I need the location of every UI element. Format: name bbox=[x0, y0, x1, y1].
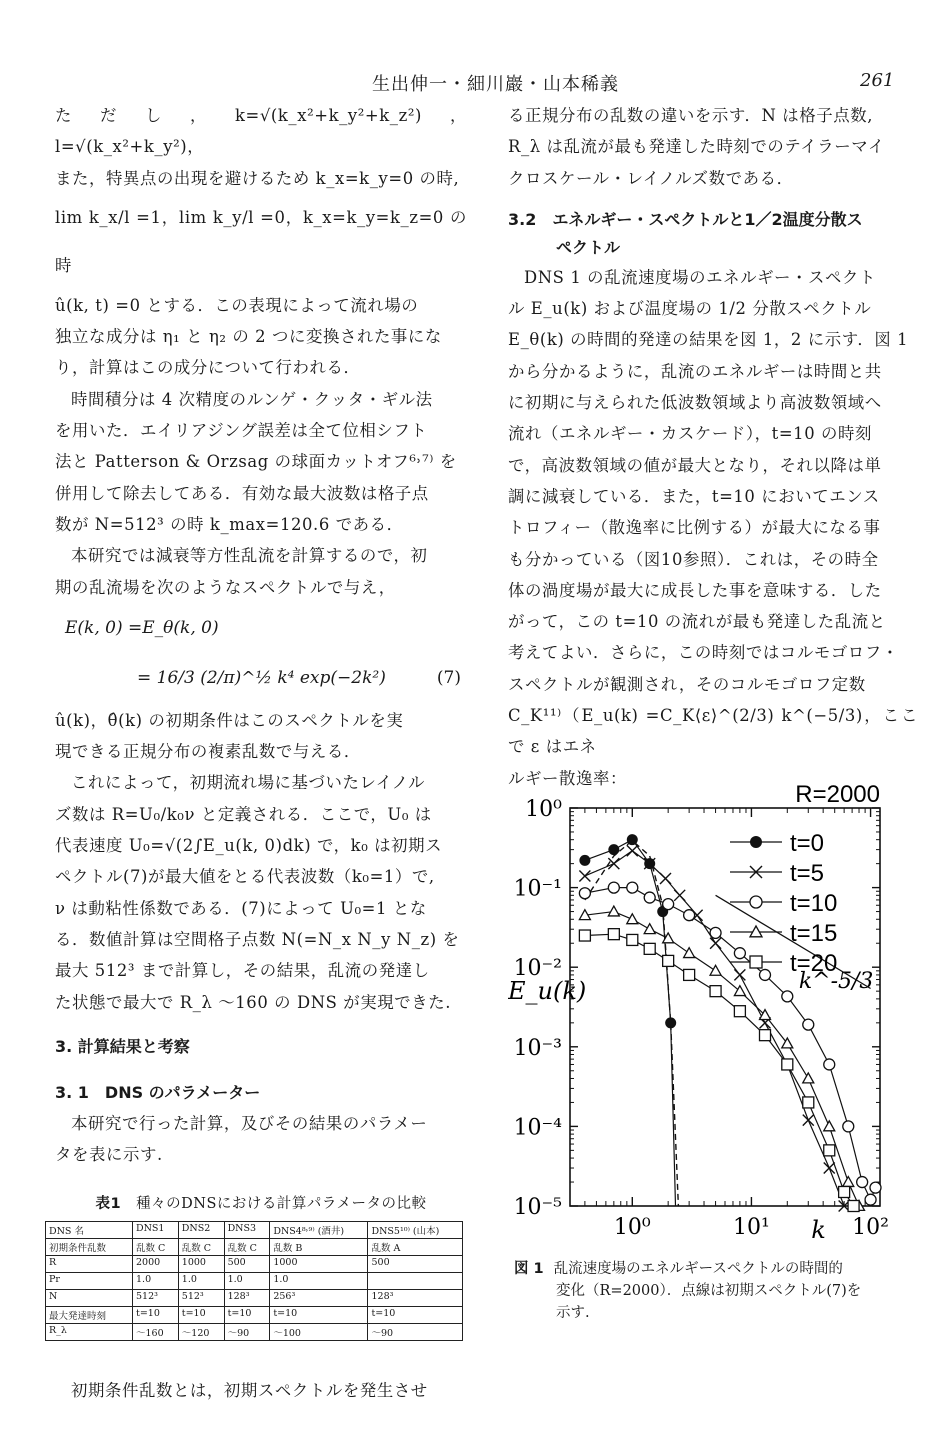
y-axis-label: E_u(k) bbox=[508, 977, 587, 1006]
legend-label: t=20 bbox=[790, 950, 838, 977]
marker-open-square bbox=[824, 1145, 835, 1156]
section-heading: 3. 計算結果と考察 bbox=[55, 1036, 190, 1056]
marker-open-triangle bbox=[734, 986, 745, 996]
text-line: スペクトルが観測され，そのコルモゴロフ定数 bbox=[508, 674, 866, 694]
x-tick-label: 10¹ bbox=[733, 1215, 770, 1240]
table-cell: 128³ bbox=[368, 1290, 463, 1307]
marker-open-square bbox=[839, 1186, 850, 1197]
marker-open-triangle bbox=[843, 1177, 854, 1187]
marker-open-square bbox=[608, 929, 619, 940]
marker-open-circle bbox=[627, 882, 638, 893]
text-line: 法と Patterson & Orzsag の球面カットオフ⁶˒⁷⁾ を bbox=[55, 452, 457, 472]
marker-open-circle bbox=[644, 892, 655, 903]
parameter-table bbox=[45, 1221, 463, 1341]
y-tick-label: 10⁰ bbox=[525, 797, 562, 822]
marker-open-square bbox=[803, 1097, 814, 1108]
page-header bbox=[0, 66, 950, 96]
table-cell: 1000 bbox=[178, 1256, 224, 1273]
left-column bbox=[49, 100, 467, 1407]
table-row bbox=[46, 1324, 463, 1341]
marker-open-square bbox=[644, 943, 655, 954]
table-cell: 512³ bbox=[133, 1290, 179, 1307]
table-row bbox=[46, 1290, 463, 1307]
text-line: 数が N=512³ の時 k_max=120.6 である． bbox=[55, 514, 404, 534]
equation-rhs: = 16/3 (2/π)^½ k⁴ exp(−2k²) bbox=[137, 667, 386, 688]
text-line: これによって，初期流れ場に基づいたレイノル bbox=[71, 773, 426, 793]
marker-open-circle bbox=[857, 1177, 868, 1188]
energy-spectrum-chart bbox=[508, 770, 918, 1250]
table-cell: 512³ bbox=[178, 1290, 224, 1307]
legend-label: t=10 bbox=[790, 890, 838, 917]
subsection-heading bbox=[508, 206, 918, 262]
chart-title: R=2000 bbox=[795, 781, 880, 808]
figure-caption-line: 乱流速度場のエネルギースペクトルの時間的 bbox=[553, 1261, 843, 1277]
text-line: 初期条件乱数とは，初期スペクトルを発生させ bbox=[71, 1381, 428, 1401]
text-line: も分かっている（図10参照）．これは，その時全 bbox=[508, 549, 879, 569]
text-line: 独立な成分は η₁ と η₂ の 2 つに変換された事にな bbox=[55, 327, 442, 347]
legend-label: t=5 bbox=[790, 860, 825, 887]
marker-open-circle bbox=[734, 948, 745, 959]
table-cell: 500 bbox=[368, 1256, 463, 1273]
right-column bbox=[508, 100, 918, 794]
text-line: û(k, t) =0 とする．この表現によって流れ場の bbox=[55, 295, 419, 315]
text-line: E_θ(k) の時間的発達の結果を図 1，2 に示す．図 1 bbox=[508, 330, 909, 350]
table-cell: 乱数 B bbox=[270, 1239, 368, 1256]
table-cell: N bbox=[46, 1290, 133, 1307]
text-line: た状態で最大で R_λ ～160 の DNS が実現できた. bbox=[55, 992, 452, 1012]
table-cell: 乱数 A bbox=[368, 1239, 463, 1256]
table-cell: DNS4⁸˒⁹⁾ (酒井) bbox=[270, 1222, 368, 1239]
table-cell: DNS3 bbox=[224, 1222, 270, 1239]
marker-filled-circle bbox=[665, 1017, 676, 1028]
table-cell: 最大発達時刻 bbox=[46, 1307, 133, 1324]
legend-label: t=0 bbox=[790, 830, 825, 857]
text-line: 流れ（エネルギー・カスケード），t=10 の時刻 bbox=[508, 424, 873, 444]
marker-open-circle bbox=[579, 888, 590, 899]
marker-open-square bbox=[627, 934, 638, 945]
table-cell: DNS5¹⁰⁾ (山本) bbox=[368, 1222, 463, 1239]
marker-open-square bbox=[750, 956, 762, 968]
text-line: タを表に示す. bbox=[55, 1145, 163, 1165]
slope-annotation: k^-5/3 bbox=[798, 968, 874, 994]
text-line: ル E_u(k) および温度場の 1/2 分散スペクトル bbox=[508, 299, 872, 319]
table-cell: Pr bbox=[46, 1273, 133, 1290]
text-line: û(k)，θ̂(k) の初期条件はこのスペクトルを実 bbox=[55, 710, 404, 730]
table-header-row bbox=[46, 1222, 463, 1239]
text-line: ズ数は R=U₀/k₀ν と定義される．ここで，U₀ は bbox=[55, 804, 432, 824]
table-cell: t=10 bbox=[178, 1307, 224, 1324]
text-line: クロスケール・レイノルズ数である． bbox=[508, 168, 794, 188]
table-row bbox=[46, 1273, 463, 1290]
marker-open-circle bbox=[782, 991, 793, 1002]
legend-label: t=15 bbox=[790, 920, 838, 947]
marker-open-circle bbox=[803, 1019, 814, 1030]
table-cell: t=10 bbox=[270, 1307, 368, 1324]
figure-caption bbox=[514, 1258, 914, 1324]
marker-open-square bbox=[782, 1059, 793, 1070]
marker-open-circle bbox=[843, 1121, 854, 1132]
text-line: ルギー散逸率： bbox=[508, 768, 627, 788]
text-line: 本研究では減衰等方性乱流を計算するので，初 bbox=[71, 546, 428, 566]
y-tick-label: 10⁻³ bbox=[513, 1035, 562, 1061]
y-tick-label: 10⁻⁵ bbox=[513, 1195, 562, 1220]
table-cell: 1.0 bbox=[270, 1273, 368, 1290]
table-cell: ～90 bbox=[368, 1324, 463, 1341]
text-line: ν は動粘性係数である．(7)によって U₀=1 とな bbox=[55, 898, 427, 918]
figure-1 bbox=[508, 770, 918, 1250]
table-row bbox=[46, 1256, 463, 1273]
marker-open-circle bbox=[760, 969, 771, 980]
text-line: また，特異点の出現を避けるため k_x=k_y=0 の時, bbox=[55, 168, 460, 188]
marker-filled-circle bbox=[627, 834, 638, 845]
running-head-authors: 生出伸一・細川巖・山本稀義 bbox=[372, 74, 619, 95]
equation-number: (7) bbox=[436, 667, 461, 688]
table-cell: R_λ bbox=[46, 1324, 133, 1341]
marker-open-circle bbox=[865, 1194, 876, 1205]
table-cell: ～100 bbox=[270, 1324, 368, 1341]
table-cell: 乱数 C bbox=[178, 1239, 224, 1256]
table-cell: 128³ bbox=[224, 1290, 270, 1307]
table-cell: ～120 bbox=[178, 1324, 224, 1341]
marker-open-triangle bbox=[608, 906, 619, 916]
subsection-title-1: 3.2 エネルギー・スペクトルと1／2温度分散ス bbox=[508, 209, 863, 229]
table-cell: 1.0 bbox=[133, 1273, 179, 1290]
text-line: ペクトル(7)が最大値をとる代表波数（k₀=1）で, bbox=[55, 867, 435, 887]
table-cell: 256³ bbox=[270, 1290, 368, 1307]
table-cell: DNS 名 bbox=[46, 1222, 133, 1239]
text-line: 考えてよい．さらに，この時刻ではコルモゴロフ・ bbox=[508, 643, 899, 663]
limit-equation: lim k_x/l =1，lim k_y/l =0，k_x=k_y=k_z=0 の時 bbox=[55, 207, 467, 275]
text-line: で，高波数領域の値が最大となり，それ以降は単 bbox=[508, 455, 882, 475]
marker-open-triangle bbox=[710, 965, 721, 975]
text-line: から分かるように，乱流のエネルギーは時間と共 bbox=[508, 361, 882, 381]
marker-open-triangle bbox=[684, 948, 695, 958]
marker-open-triangle bbox=[824, 1121, 835, 1131]
text-line: 併用して除去してある．有効な最大波数は格子点 bbox=[55, 483, 429, 503]
marker-open-square bbox=[684, 969, 695, 980]
text-line: 体の渦度場が最大に成長した事を意味する．した bbox=[508, 580, 882, 600]
table-cell: 乱数 C bbox=[133, 1239, 179, 1256]
table-cell: t=10 bbox=[133, 1307, 179, 1324]
table-cell: ～160 bbox=[133, 1324, 179, 1341]
x-tick-label: 10² bbox=[852, 1215, 889, 1240]
text-line: R_λ は乱流が最も発達した時刻でのテイラーマイ bbox=[508, 137, 885, 157]
x-tick-label: 10⁰ bbox=[613, 1215, 651, 1240]
table-cell: 500 bbox=[224, 1256, 270, 1273]
text-line: 期の乱流場を次のようなスペクトルで与え， bbox=[55, 577, 396, 597]
marker-open-triangle bbox=[644, 924, 655, 934]
marker-open-square bbox=[760, 1030, 771, 1041]
page-number: 261 bbox=[860, 70, 895, 91]
equation-lhs: E(k, 0) =E_θ(k, 0) bbox=[65, 617, 219, 638]
y-tick-label: 10⁻² bbox=[513, 956, 562, 982]
table-caption bbox=[55, 1192, 467, 1213]
figure-label: 図 1 bbox=[514, 1261, 544, 1277]
text-line: 代表速度 U₀=√(2∫E_u(k, 0)dk) で，k₀ は初期ス bbox=[55, 836, 443, 856]
marker-open-circle bbox=[710, 927, 721, 938]
marker-filled-circle bbox=[750, 836, 762, 848]
marker-filled-circle bbox=[579, 855, 590, 866]
marker-open-circle bbox=[870, 1182, 881, 1193]
text-line: トロフィー（散逸率に比例する）が最大になる事 bbox=[508, 518, 881, 538]
table-cell: 1.0 bbox=[224, 1273, 270, 1290]
table-cell: R bbox=[46, 1256, 133, 1273]
table-cell: DNS2 bbox=[178, 1222, 224, 1239]
text-line: 本研究で行った計算，及びその結果のパラメー bbox=[71, 1113, 428, 1133]
equation-line bbox=[55, 611, 467, 645]
marker-open-circle bbox=[684, 910, 695, 921]
marker-open-circle bbox=[750, 896, 762, 908]
table-cell: t=10 bbox=[224, 1307, 270, 1324]
marker-open-square bbox=[663, 955, 674, 966]
figure-caption-line: 変化（R=2000）．点線は初期スペクトル(7)を bbox=[556, 1283, 862, 1299]
marker-open-circle bbox=[824, 1059, 835, 1070]
subsection-title-2: ペクトル bbox=[556, 237, 621, 257]
marker-open-circle bbox=[663, 899, 674, 910]
table-cell: ～90 bbox=[224, 1324, 270, 1341]
table-cell: 2000 bbox=[133, 1256, 179, 1273]
text-line: る．数値計算は空間格子点数 N(=N_x N_y N_z) を bbox=[55, 929, 460, 949]
text-line: C_K¹¹⁾（E_u(k) =C_K⟨ε⟩^(2/3) k^(−5/3)，ここで ε はエネ bbox=[508, 706, 918, 757]
x-axis-label: k bbox=[811, 1216, 826, 1244]
marker-open-square bbox=[848, 1201, 859, 1212]
text-line: 最大 512³ まで計算し，その結果，乱流の発達し bbox=[55, 961, 430, 981]
text-line: り，計算はこの成分について行われる． bbox=[55, 358, 361, 378]
table-cell: DNS1 bbox=[133, 1222, 179, 1239]
figure-caption-line: 示す. bbox=[556, 1305, 590, 1321]
table-cell: 初期条件乱数 bbox=[46, 1239, 133, 1256]
y-tick-label: 10⁻¹ bbox=[513, 876, 562, 902]
text-line: ただし，k=√(k_x²+k_y²+k_z²)，l=√(k_x²+k_y²)， bbox=[55, 106, 467, 157]
text-line: 調に減衰している．また，t=10 においてエンス bbox=[508, 486, 880, 506]
subsection-heading: 3. 1 DNS のパラメーター bbox=[55, 1082, 261, 1102]
marker-open-square bbox=[579, 930, 590, 941]
table-cell bbox=[368, 1273, 463, 1290]
text-line: に初期に与えられた低波数領域より高波数領域へ bbox=[508, 393, 882, 413]
text-line: る正規分布の乱数の違いを示す．N は格子点数, bbox=[508, 106, 874, 125]
text-line: 現できる正規分布の複素乱数で与える． bbox=[55, 742, 361, 762]
marker-open-square bbox=[734, 1006, 745, 1017]
table-caption-text: 種々のDNSにおける計算パラメータの比較 bbox=[136, 1196, 427, 1213]
marker-filled-circle bbox=[608, 844, 619, 855]
table-row bbox=[46, 1239, 463, 1256]
equation-line bbox=[55, 661, 467, 695]
marker-open-circle bbox=[608, 882, 619, 893]
text-line: を用いた．エイリアジング誤差は全て位相シフト bbox=[55, 421, 428, 441]
y-tick-label: 10⁻⁴ bbox=[513, 1115, 562, 1141]
text-line: 時間積分は 4 次精度のルンゲ・クッタ・ギル法 bbox=[71, 389, 433, 409]
table-label: 表1 bbox=[95, 1196, 122, 1213]
table-row bbox=[46, 1307, 463, 1324]
table-cell: 1000 bbox=[270, 1256, 368, 1273]
text-line: DNS 1 の乱流速度場のエネルギー・スペクト bbox=[524, 267, 876, 287]
marker-open-square bbox=[710, 986, 721, 997]
marker-open-triangle bbox=[627, 914, 638, 924]
table-cell: 1.0 bbox=[178, 1273, 224, 1290]
text-line: がって，この t=10 の流れが最も発達した乱流と bbox=[508, 612, 886, 632]
marker-open-triangle bbox=[803, 1073, 814, 1083]
table-cell: t=10 bbox=[368, 1307, 463, 1324]
table-cell: 乱数 C bbox=[224, 1239, 270, 1256]
